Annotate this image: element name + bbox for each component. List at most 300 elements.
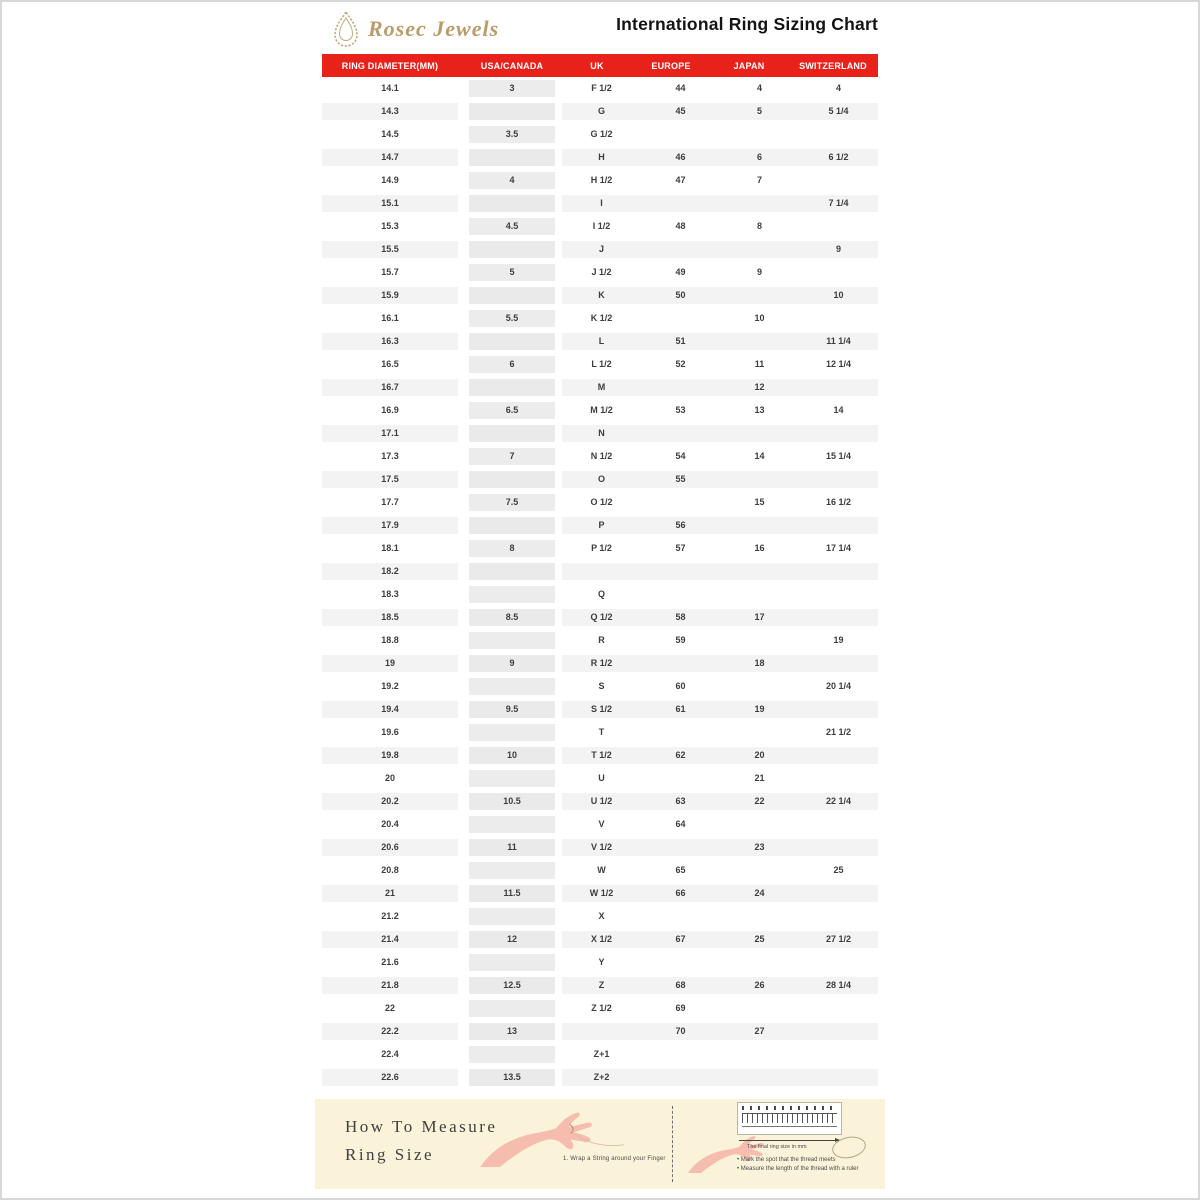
cell-usa-canada <box>469 767 555 790</box>
cell-uk: R <box>598 635 605 645</box>
brand-name: Rosec Jewels <box>368 16 500 41</box>
table-row <box>322 652 878 675</box>
cell-usa-canada <box>469 675 555 698</box>
intl-sizes-block <box>562 376 878 399</box>
cell-europe: 54 <box>675 451 686 461</box>
intl-sizes-block <box>562 560 878 583</box>
brand-logo <box>331 10 499 48</box>
table-row <box>322 1043 878 1066</box>
intl-sizes-block <box>562 284 878 307</box>
cell-europe: 64 <box>675 819 686 829</box>
column-gap <box>458 169 469 192</box>
cell-uk: O 1/2 <box>590 497 613 507</box>
cell-europe <box>641 241 720 258</box>
column-header-usa: USA/CANADA <box>480 60 544 71</box>
cell-europe <box>641 310 720 327</box>
measurement-arrow <box>739 1140 839 1141</box>
table-row <box>322 974 878 997</box>
cell-diameter: 22.6 <box>322 1066 458 1089</box>
cell-japan: 17 <box>754 612 765 622</box>
ring-size-table <box>322 54 878 1089</box>
cell-usa-canada: 9 <box>469 652 555 675</box>
column-gap <box>458 468 469 491</box>
table-row <box>322 721 878 744</box>
column-header-diameter: RING DIAMETER(MM) <box>341 60 439 71</box>
cell-diameter: 20 <box>384 773 395 783</box>
ruler-tick-marks <box>742 1113 837 1123</box>
cell-japan <box>720 632 799 649</box>
cell-japan: 22 <box>754 796 765 806</box>
cell-japan: 10 <box>754 313 765 323</box>
cell-japan: 5 <box>756 106 762 116</box>
cell-uk: Y <box>598 957 605 967</box>
table-row <box>322 813 878 836</box>
column-gap <box>458 1043 469 1066</box>
intl-sizes-block <box>562 629 878 652</box>
cell-japan: 11 <box>754 359 765 369</box>
cell-usa-canada: 5 <box>469 261 555 284</box>
column-gap <box>555 721 562 744</box>
cell-diameter: 20.8 <box>381 865 399 875</box>
column-gap <box>555 468 562 491</box>
intl-sizes-block <box>562 652 878 675</box>
cell-switzerland <box>799 310 878 327</box>
ruler-scale-numbers <box>742 1106 837 1110</box>
intl-sizes-block <box>562 997 878 1020</box>
cell-japan: 18 <box>754 658 765 668</box>
cell-uk: I 1/2 <box>592 221 611 231</box>
cell-europe: 45 <box>675 106 686 116</box>
intl-sizes-block <box>562 790 878 813</box>
cell-switzerland: 12 1/4 <box>825 359 852 369</box>
intl-sizes-block <box>562 1043 878 1066</box>
cell-diameter: 15.3 <box>381 221 399 231</box>
column-gap <box>555 399 562 422</box>
intl-sizes-block <box>562 767 878 790</box>
cell-europe: 44 <box>675 83 686 93</box>
cell-europe <box>641 494 720 511</box>
cell-japan <box>720 908 799 925</box>
table-row <box>322 583 878 606</box>
column-gap <box>555 330 562 353</box>
cell-usa-canada: 13.5 <box>469 1066 555 1089</box>
cell-europe <box>641 770 720 787</box>
table-row <box>322 169 878 192</box>
column-gap <box>555 123 562 146</box>
cell-usa-canada: 6 <box>469 353 555 376</box>
cell-uk <box>562 1023 641 1040</box>
table-row <box>322 629 878 652</box>
cell-europe <box>641 195 720 212</box>
intl-sizes-block <box>562 698 878 721</box>
column-gap <box>458 859 469 882</box>
column-gap <box>458 928 469 951</box>
column-gap <box>458 330 469 353</box>
gem-icon <box>331 10 361 48</box>
table-row <box>322 100 878 123</box>
table-row <box>322 468 878 491</box>
bullet-mark-spot: • Mark the spot that the thread meets <box>737 1157 836 1163</box>
cell-diameter: 19.2 <box>381 681 399 691</box>
intl-sizes-block <box>562 399 878 422</box>
cell-uk: K <box>598 290 605 300</box>
cell-usa-canada: 8.5 <box>469 606 555 629</box>
cell-switzerland <box>799 839 878 856</box>
column-gap <box>555 859 562 882</box>
how-to-heading-line2: Ring Size <box>345 1145 435 1164</box>
cell-diameter: 15.1 <box>322 192 458 215</box>
table-row <box>322 675 878 698</box>
cell-europe: 50 <box>675 290 686 300</box>
column-gap <box>555 1020 562 1043</box>
intl-sizes-block <box>562 1066 878 1089</box>
cell-japan <box>720 816 799 833</box>
cell-japan <box>720 471 799 488</box>
cell-europe: 56 <box>675 520 686 530</box>
table-row <box>322 399 878 422</box>
cell-japan: 25 <box>754 934 765 944</box>
cell-switzerland <box>799 816 878 833</box>
column-gap <box>555 422 562 445</box>
column-gap <box>458 422 469 445</box>
intl-sizes-block <box>562 813 878 836</box>
intl-sizes-block <box>562 1020 878 1043</box>
cell-uk: J 1/2 <box>591 267 612 277</box>
cell-uk: X <box>598 911 605 921</box>
column-gap <box>458 445 469 468</box>
table-row <box>322 491 878 514</box>
column-gap <box>458 721 469 744</box>
cell-diameter: 19.6 <box>381 727 399 737</box>
cell-europe <box>641 724 720 741</box>
column-gap <box>555 169 562 192</box>
cell-japan <box>720 517 799 534</box>
intl-sizes-block <box>562 307 878 330</box>
step1-caption: 1. Wrap a String around your Finger <box>563 1156 666 1162</box>
cell-switzerland <box>799 563 878 580</box>
cell-uk: R 1/2 <box>590 658 613 668</box>
intl-sizes-block <box>562 192 878 215</box>
table-row <box>322 928 878 951</box>
cell-usa-canada: 10 <box>469 744 555 767</box>
cell-diameter: 22.2 <box>322 1020 458 1043</box>
how-to-heading-line1: How To Measure <box>345 1117 498 1136</box>
cell-diameter: 18.5 <box>322 606 458 629</box>
intl-sizes-block <box>562 514 878 537</box>
cell-japan: 4 <box>756 83 762 93</box>
cell-uk: L 1/2 <box>591 359 612 369</box>
table-row <box>322 1066 878 1089</box>
cell-usa-canada: 12.5 <box>469 974 555 997</box>
cell-switzerland <box>799 517 878 534</box>
cell-switzerland <box>799 126 878 143</box>
cell-europe: 47 <box>675 175 686 185</box>
cell-diameter: 21.2 <box>381 911 399 921</box>
column-gap <box>555 353 562 376</box>
cell-uk <box>562 563 641 580</box>
cell-usa-canada <box>469 997 555 1020</box>
cell-uk: G 1/2 <box>590 129 613 139</box>
cell-diameter: 19.8 <box>322 744 458 767</box>
column-gap <box>555 192 562 215</box>
cell-europe: 65 <box>675 865 686 875</box>
cell-japan: 12 <box>754 382 765 392</box>
column-gap <box>458 537 469 560</box>
cell-usa-canada <box>469 813 555 836</box>
cell-usa-canada <box>469 146 555 169</box>
cell-diameter: 22.4 <box>381 1049 399 1059</box>
column-gap <box>555 698 562 721</box>
intl-sizes-block <box>562 123 878 146</box>
table-row <box>322 951 878 974</box>
cell-usa-canada <box>469 468 555 491</box>
cell-europe <box>641 839 720 856</box>
table-row <box>322 307 878 330</box>
cell-diameter: 17.3 <box>381 451 399 461</box>
column-gap <box>458 261 469 284</box>
bullet-measure-length: • Measure the length of the thread with a ruler <box>737 1166 859 1172</box>
cell-usa-canada: 11 <box>469 836 555 859</box>
cell-uk: V 1/2 <box>590 842 612 852</box>
cell-japan <box>720 862 799 879</box>
cell-switzerland <box>799 701 878 718</box>
table-body <box>322 77 878 1089</box>
cell-japan: 20 <box>754 750 765 760</box>
cell-switzerland <box>799 908 878 925</box>
cell-diameter: 21.6 <box>381 957 399 967</box>
cell-japan: 9 <box>756 267 762 277</box>
intl-sizes-block <box>562 238 878 261</box>
cell-usa-canada <box>469 1043 555 1066</box>
cell-switzerland: 9 <box>835 244 841 254</box>
cell-switzerland <box>799 218 878 235</box>
table-row <box>322 238 878 261</box>
cell-usa-canada <box>469 859 555 882</box>
cell-diameter: 19.4 <box>322 698 458 721</box>
column-gap <box>458 882 469 905</box>
cell-uk: Z <box>598 980 605 990</box>
column-gap <box>555 146 562 169</box>
cell-japan: 23 <box>754 842 765 852</box>
cell-switzerland: 16 1/2 <box>825 497 852 507</box>
cell-diameter: 14.3 <box>322 100 458 123</box>
column-gap <box>555 307 562 330</box>
cell-diameter: 16.9 <box>381 405 399 415</box>
column-gap <box>458 905 469 928</box>
column-gap <box>555 744 562 767</box>
cell-uk: Q <box>597 589 605 599</box>
cell-diameter: 18.1 <box>381 543 399 553</box>
cell-usa-canada <box>469 583 555 606</box>
cell-usa-canada: 7.5 <box>469 491 555 514</box>
ruler-illustration <box>737 1102 842 1135</box>
cell-usa-canada: 12 <box>469 928 555 951</box>
cell-diameter: 14.1 <box>381 83 399 93</box>
column-gap <box>555 928 562 951</box>
cell-uk: Z 1/2 <box>591 1003 612 1013</box>
cell-switzerland: 14 <box>833 405 844 415</box>
cell-diameter: 14.5 <box>381 129 399 139</box>
intl-sizes-block <box>562 330 878 353</box>
cell-usa-canada: 7 <box>469 445 555 468</box>
cell-europe: 58 <box>675 612 686 622</box>
cell-diameter: 17.1 <box>322 422 458 445</box>
column-gap <box>458 744 469 767</box>
cell-japan <box>720 678 799 695</box>
table-row <box>322 146 878 169</box>
intl-sizes-block <box>562 491 878 514</box>
cell-diameter: 16.3 <box>322 330 458 353</box>
table-row <box>322 560 878 583</box>
cell-europe: 57 <box>675 543 686 553</box>
cell-japan <box>720 724 799 741</box>
cell-uk: H 1/2 <box>590 175 613 185</box>
cell-uk: L <box>598 336 605 346</box>
cell-switzerland: 22 1/4 <box>825 796 852 806</box>
cell-japan: 16 <box>754 543 765 553</box>
cell-europe: 62 <box>675 750 686 760</box>
intl-sizes-block <box>562 606 878 629</box>
cell-diameter: 18.3 <box>381 589 399 599</box>
cell-diameter: 20.2 <box>322 790 458 813</box>
table-row <box>322 606 878 629</box>
cell-usa-canada <box>469 629 555 652</box>
cell-europe <box>641 954 720 971</box>
column-gap <box>458 790 469 813</box>
intl-sizes-block <box>562 836 878 859</box>
table-row <box>322 1020 878 1043</box>
cell-japan: 15 <box>754 497 765 507</box>
cell-usa-canada: 10.5 <box>469 790 555 813</box>
cell-switzerland <box>799 609 878 626</box>
column-gap <box>458 698 469 721</box>
intl-sizes-block <box>562 468 878 491</box>
column-gap <box>458 146 469 169</box>
intl-sizes-block <box>562 721 878 744</box>
cell-switzerland <box>799 885 878 902</box>
table-row <box>322 698 878 721</box>
cell-usa-canada <box>469 422 555 445</box>
cell-japan: 24 <box>754 888 765 898</box>
cell-uk: Z+2 <box>593 1072 610 1082</box>
intl-sizes-block <box>562 882 878 905</box>
cell-europe: 68 <box>675 980 686 990</box>
table-row <box>322 514 878 537</box>
intl-sizes-block <box>562 974 878 997</box>
cell-switzerland: 25 <box>833 865 844 875</box>
table-row <box>322 376 878 399</box>
cell-japan: 7 <box>756 175 762 185</box>
column-gap <box>458 813 469 836</box>
cell-europe: 61 <box>675 704 686 714</box>
column-header-switzerland: SWITZERLAND <box>799 60 867 71</box>
column-gap <box>555 951 562 974</box>
cell-switzerland: 11 1/4 <box>826 336 851 346</box>
cell-europe: 55 <box>675 474 686 484</box>
column-gap <box>458 123 469 146</box>
cell-switzerland <box>799 379 878 396</box>
cell-switzerland <box>799 586 878 603</box>
column-gap <box>458 606 469 629</box>
cell-usa-canada: 3 <box>469 77 555 100</box>
cell-europe <box>641 126 720 143</box>
column-gap <box>555 261 562 284</box>
column-gap <box>555 836 562 859</box>
table-row <box>322 744 878 767</box>
cell-europe <box>641 1069 720 1086</box>
cell-japan: 27 <box>754 1026 765 1036</box>
how-to-measure-section <box>315 1099 885 1189</box>
cell-diameter: 16.7 <box>322 376 458 399</box>
cell-uk: S <box>598 681 605 691</box>
cell-japan <box>720 425 799 442</box>
cell-uk: W 1/2 <box>589 888 614 898</box>
cell-europe <box>641 379 720 396</box>
column-gap <box>458 376 469 399</box>
column-gap <box>458 767 469 790</box>
table-row <box>322 284 878 307</box>
cell-japan: 21 <box>754 773 765 783</box>
column-gap <box>555 215 562 238</box>
cell-japan <box>720 287 799 304</box>
cell-uk: P 1/2 <box>591 543 612 553</box>
intl-sizes-block <box>562 675 878 698</box>
cell-usa-canada <box>469 514 555 537</box>
cell-switzerland <box>799 1000 878 1017</box>
cell-europe <box>641 425 720 442</box>
cell-usa-canada <box>469 100 555 123</box>
cell-diameter: 21 <box>322 882 458 905</box>
column-gap <box>458 1020 469 1043</box>
column-gap <box>555 905 562 928</box>
cell-usa-canada: 5.5 <box>469 307 555 330</box>
column-gap <box>458 491 469 514</box>
column-gap <box>555 652 562 675</box>
cell-uk: F 1/2 <box>591 83 612 93</box>
column-gap <box>555 284 562 307</box>
cell-switzerland: 4 <box>835 83 841 93</box>
cell-japan: 19 <box>754 704 765 714</box>
cell-usa-canada: 13 <box>469 1020 555 1043</box>
intl-sizes-block <box>562 169 878 192</box>
cell-europe: 46 <box>675 152 686 162</box>
cell-europe: 59 <box>675 635 686 645</box>
column-gap <box>555 790 562 813</box>
cell-japan <box>720 241 799 258</box>
column-header-europe: EUROPE <box>651 60 691 71</box>
cell-diameter: 18.2 <box>322 560 458 583</box>
cell-uk: H <box>598 152 605 162</box>
column-gap <box>458 399 469 422</box>
cell-uk: G <box>597 106 605 116</box>
column-gap <box>458 353 469 376</box>
cell-uk: S 1/2 <box>590 704 612 714</box>
table-row <box>322 261 878 284</box>
cell-uk: W <box>597 865 606 875</box>
cell-uk: U <box>598 773 605 783</box>
cell-europe: 49 <box>675 267 686 277</box>
table-row <box>322 905 878 928</box>
column-header-japan: JAPAN <box>733 60 765 71</box>
table-row <box>322 445 878 468</box>
cell-diameter: 17.5 <box>322 468 458 491</box>
column-gap <box>458 514 469 537</box>
cell-switzerland <box>799 747 878 764</box>
intl-sizes-block <box>562 583 878 606</box>
cell-europe: 53 <box>675 405 686 415</box>
cell-europe: 69 <box>675 1003 686 1013</box>
column-gap <box>458 1066 469 1089</box>
